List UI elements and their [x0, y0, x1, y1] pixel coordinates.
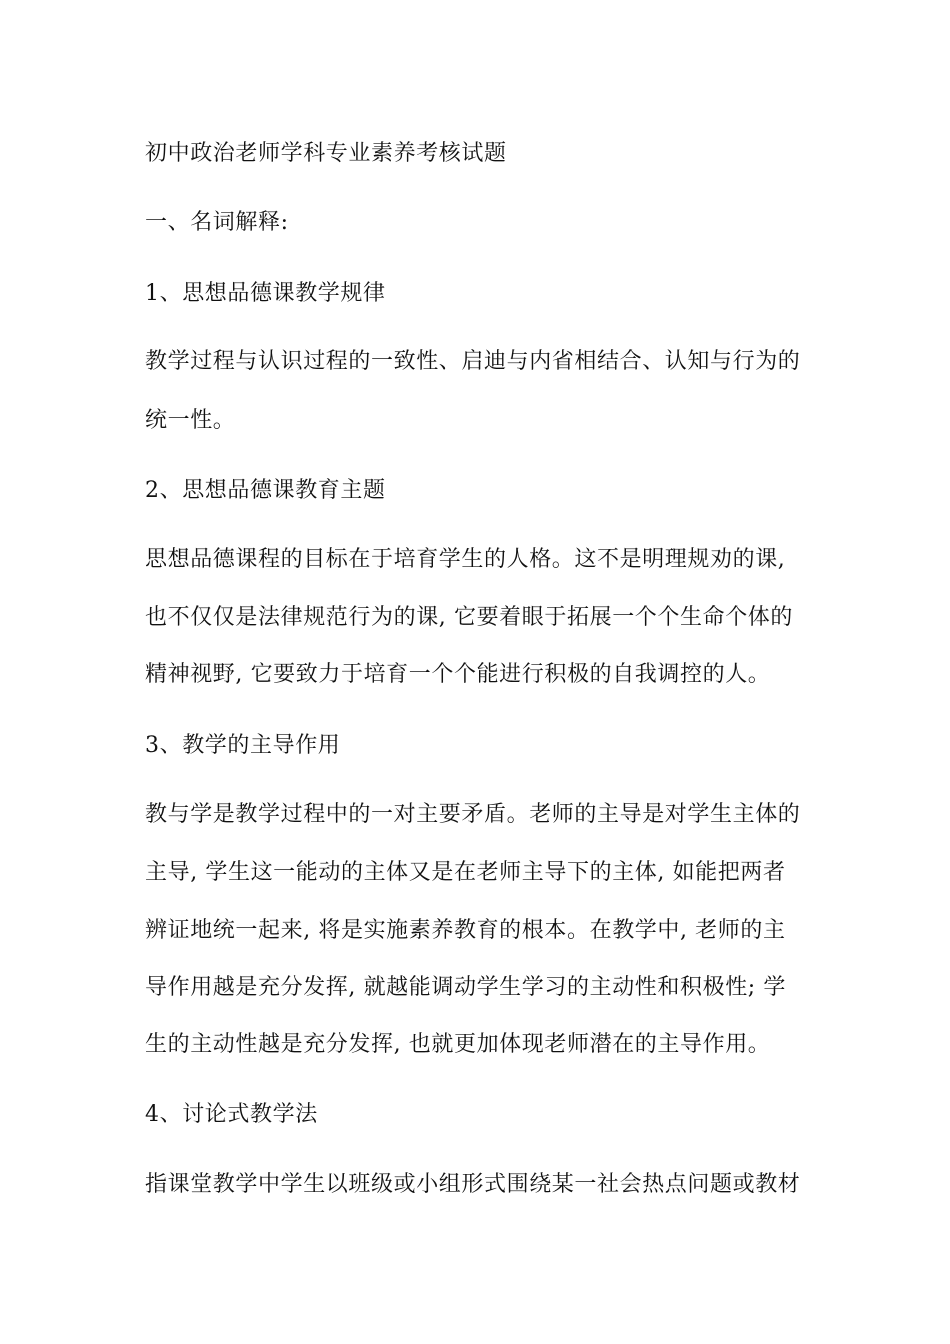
item-text-line: 统一性。: [145, 408, 236, 433]
item-heading: 3、教学的主导作用: [145, 733, 341, 758]
item-heading: 4、讨论式教学法: [145, 1102, 318, 1127]
item-text-line: 思想品德课程的目标在于培育学生的人格。这不是明理规劝的课,: [145, 547, 786, 572]
section-heading: 一、名词解释:: [145, 210, 289, 235]
item-text-line: 生的主动性越是充分发挥, 也就更加体现老师潜在的主导作用。: [145, 1032, 771, 1057]
item-text-line: 指课堂教学中学生以班级或小组形式围绕某一社会热点问题或教材: [145, 1172, 801, 1197]
item-text-line: 也不仅仅是法律规范行为的课, 它要着眼于拓展一个个生命个体的: [145, 605, 793, 630]
item-text-line: 导作用越是充分发挥, 就越能调动学生学习的主动性和积极性; 学: [145, 975, 786, 1000]
item-text-line: 主导, 学生这一能动的主体又是在老师主导下的主体, 如能把两者: [145, 860, 786, 885]
document-title: 初中政治老师学科专业素养考核试题: [145, 141, 507, 166]
item-text-line: 精神视野, 它要致力于培育一个个能进行积极的自我调控的人。: [145, 662, 771, 687]
item-heading: 1、思想品德课教学规律: [145, 281, 386, 306]
item-text-line: 教学过程与认识过程的一致性、启迪与内省相结合、认知与行为的: [145, 349, 801, 374]
item-text-line: 辨证地统一起来, 将是实施素养教育的根本。在教学中, 老师的主: [145, 918, 786, 943]
item-text-line: 教与学是教学过程中的一对主要矛盾。老师的主导是对学生主体的: [145, 802, 801, 827]
item-heading: 2、思想品德课教育主题: [145, 478, 386, 503]
